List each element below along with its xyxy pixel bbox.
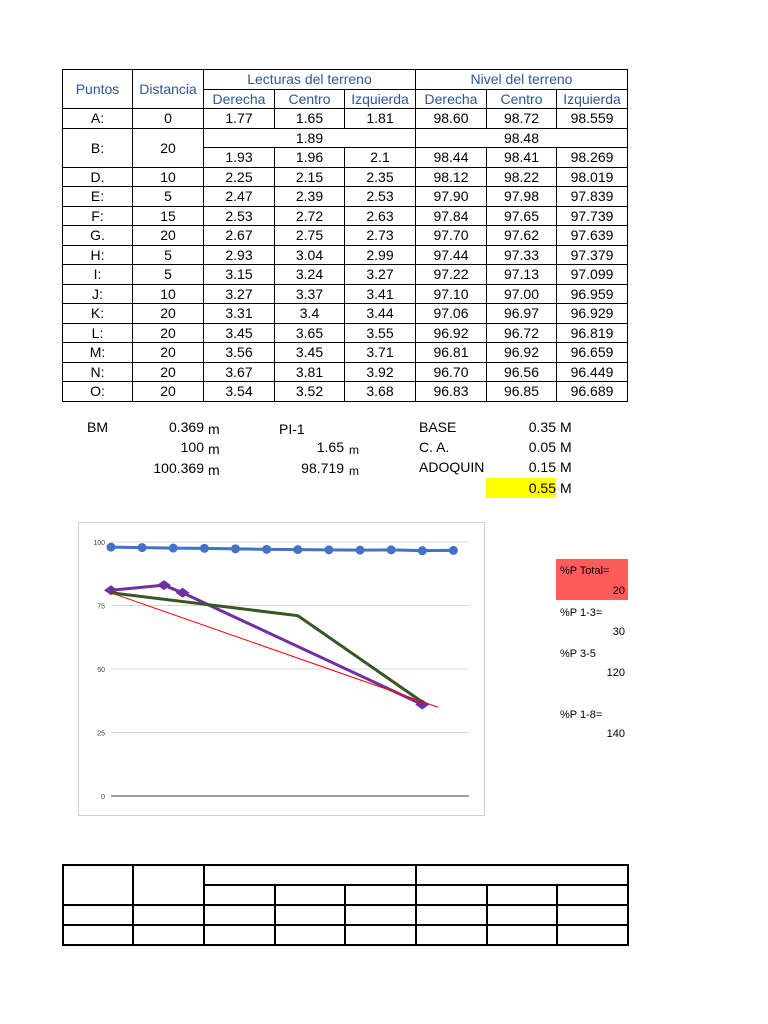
table-cell: 10 [133,167,204,187]
table-cell: 3.65 [275,323,345,343]
empty-cell [63,925,133,945]
table-cell: 96.959 [557,284,628,304]
table-cell: H: [63,245,133,265]
table-cell: 96.449 [557,362,628,382]
table-cell: 2.25 [204,167,275,187]
table-row [63,362,628,382]
table-cell: F: [63,206,133,226]
table-cell: D. [63,167,133,187]
empty-cell [133,905,204,925]
table-row [63,382,628,402]
empty-cell [345,885,416,905]
table-cell: 97.10 [416,284,487,304]
empty-cell [416,865,628,885]
table-cell: 97.90 [416,187,487,207]
subheader-centro: Centro [487,89,557,109]
empty-cell [416,885,487,905]
table-cell: E: [63,187,133,207]
table-cell: 20 [133,362,204,382]
unit-label: m [208,421,220,437]
table-row [63,323,628,343]
tick-label: 75 [97,603,105,611]
header-lecturas: Lecturas del terreno [204,70,416,90]
table-cell: K: [63,304,133,324]
empty-cell [487,925,557,945]
tick-label: 50 [97,667,105,674]
data-point [356,546,365,555]
empty-cell [204,925,275,945]
table-cell: 3.04 [275,245,345,265]
table-cell: J: [63,284,133,304]
table-row [63,206,628,226]
data-point [231,544,240,553]
survey-table [62,69,628,402]
table-cell: 96.92 [487,343,557,363]
table-cell: 96.83 [416,382,487,402]
table-cell: 1.77 [204,109,275,129]
subheader-izquierda: Izquierda [345,89,416,109]
table-cell: 98.559 [557,109,628,129]
empty-cell [345,905,416,925]
table-cell: 2.99 [345,245,416,265]
table-cell: 98.41 [487,148,557,168]
table-cell: 3.81 [275,362,345,382]
table-cell: 3.68 [345,382,416,402]
table-cell: 97.65 [487,206,557,226]
chart-svg [79,523,484,815]
table-cell: 98.44 [416,148,487,168]
header-nivel: Nivel del terreno [416,70,628,90]
layer-label: BASE [419,419,457,435]
table-row [63,187,628,207]
series-line [111,585,422,704]
empty-cell [275,905,345,925]
empty-cell [557,905,628,925]
table-cell: 3.27 [204,284,275,304]
table-cell: 1.93 [204,148,275,168]
empty-cell [63,865,133,905]
pi-value: 1.65 [316,439,344,455]
table-cell: I: [63,265,133,285]
table-cell: 96.92 [416,323,487,343]
table-cell: 2.73 [345,226,416,246]
table-cell: 15 [133,206,204,226]
table-cell: 98.60 [416,109,487,129]
table-cell: 3.45 [204,323,275,343]
empty-cell [204,865,416,885]
table-cell: 96.689 [557,382,628,402]
empty-cell [275,885,345,905]
table-cell: 1.65 [275,109,345,129]
slope-value: 30 [612,626,625,638]
table-cell: O: [63,382,133,402]
table-row [63,304,628,324]
layer-value: 0.35 [528,419,556,435]
table-cell: 3.67 [204,362,275,382]
bm-value: 0.369 [168,419,204,435]
subheader-izquierda: Izquierda [557,89,628,109]
table-cell: 97.739 [557,206,628,226]
pi-value: 98.719 [301,460,344,476]
table-cell: 5 [133,245,204,265]
table-row [63,265,628,285]
header-distancia: Distancia [133,70,204,109]
table-cell: 2.67 [204,226,275,246]
tick-label: 100 [93,540,105,547]
empty-cell [416,905,487,925]
slope-value: 120 [606,667,625,679]
table-cell: 20 [133,226,204,246]
table-cell: 3.4 [275,304,345,324]
table-cell: 3.56 [204,343,275,363]
table-cell: 1.81 [345,109,416,129]
unit-label: M [560,439,572,455]
table-cell: 20 [133,323,204,343]
table-cell: 2.53 [204,206,275,226]
table-row [63,128,628,148]
empty-cell [345,925,416,945]
table-cell: 3.15 [204,265,275,285]
table-cell: 2.72 [275,206,345,226]
table-cell: 98.019 [557,167,628,187]
table-row [63,343,628,363]
table-cell: 2.47 [204,187,275,207]
data-point [200,544,209,553]
table-cell: 97.62 [487,226,557,246]
unit-label: m [208,441,220,457]
table-cell: 2.63 [345,206,416,226]
table-cell: L: [63,323,133,343]
slope-total-value: 20 [612,585,625,597]
data-point [138,543,147,552]
table-cell: 2.53 [345,187,416,207]
layer-label: C. A. [419,439,450,455]
table-cell: 20 [133,304,204,324]
empty-table [62,864,629,946]
data-point [418,546,427,555]
empty-cell [133,925,204,945]
table-cell: 10 [133,284,204,304]
table-cell: 97.22 [416,265,487,285]
table-cell: 2.39 [275,187,345,207]
table-cell: 97.13 [487,265,557,285]
table-cell: 96.929 [557,304,628,324]
slope-total-label: %P Total= [560,565,610,577]
table-cell: 97.44 [416,245,487,265]
table-row [63,109,628,129]
table-cell: 97.00 [487,284,557,304]
table-cell: 2.75 [275,226,345,246]
table-cell: 96.81 [416,343,487,363]
table-cell: 97.84 [416,206,487,226]
empty-cell [275,925,345,945]
table-cell: 3.37 [275,284,345,304]
table-cell: 3.24 [275,265,345,285]
table-cell: 20 [133,382,204,402]
table-cell: 1.96 [275,148,345,168]
table-cell: 96.819 [557,323,628,343]
data-point [107,543,116,552]
layer-label: ADOQUIN [419,459,485,475]
subheader-derecha: Derecha [204,89,275,109]
table-cell: 96.72 [487,323,557,343]
data-point [387,545,396,554]
unit-label: m [349,443,359,457]
table-cell: 20 [133,128,204,167]
table-cell: 96.56 [487,362,557,382]
data-point [293,545,302,554]
table-cell: 97.839 [557,187,628,207]
bm-value: 100.369 [153,460,204,476]
table-row [63,245,628,265]
data-point [449,546,458,555]
bm-label: BM [87,419,108,435]
table-row [63,167,628,187]
chart-area [78,522,485,816]
empty-cell [204,905,275,925]
empty-cell [557,885,628,905]
data-point [324,545,333,554]
data-point [169,544,178,553]
empty-cell [63,905,133,925]
table-cell: 2.35 [345,167,416,187]
slope-label: %P 1-3= [560,607,603,619]
table-cell: A: [63,109,133,129]
table-cell: 3.71 [345,343,416,363]
series-line [111,593,438,707]
empty-cell [416,925,487,945]
table-cell: G. [63,226,133,246]
empty-cell [487,905,557,925]
table-cell: 98.12 [416,167,487,187]
table-row [63,226,628,246]
table-cell: M: [63,343,133,363]
table-cell: 5 [133,265,204,285]
table-cell: 3.92 [345,362,416,382]
slope-label: %P 1-8= [560,709,603,721]
table-cell: 3.52 [275,382,345,402]
table-cell: 3.41 [345,284,416,304]
bm-value: 100 [180,439,204,455]
table-cell: N: [63,362,133,382]
table-cell: 3.31 [204,304,275,324]
table-row [63,284,628,304]
slope-label: %P 3-5 [560,648,596,660]
empty-cell [557,925,628,945]
slope-value: 140 [606,728,625,740]
table-cell: 98.22 [487,167,557,187]
unit-label: m [208,462,220,478]
data-point [262,545,271,554]
table-cell: 2.1 [345,148,416,168]
table-cell: 98.72 [487,109,557,129]
table-cell: 97.099 [557,265,628,285]
series-line [111,547,453,551]
header-puntos: Puntos [63,70,133,109]
table-cell: 0 [133,109,204,129]
total-value: 0.55 [528,480,556,496]
table-cell: 96.85 [487,382,557,402]
table-cell: 98.269 [557,148,628,168]
layer-value: 0.15 [528,459,556,475]
table-cell: 5 [133,187,204,207]
pi-label: PI-1 [279,421,305,437]
layer-value: 0.05 [528,439,556,455]
table-cell: 97.06 [416,304,487,324]
unit-label: m [349,464,359,478]
empty-cell [133,865,204,905]
empty-cell [487,885,557,905]
table-cell: 3.45 [275,343,345,363]
table-cell: 98.48 [416,128,628,148]
unit-label: M [560,459,572,475]
table-cell: 2.93 [204,245,275,265]
table-cell: 3.55 [345,323,416,343]
tick-label: 0 [101,794,105,801]
table-cell: 1.89 [204,128,416,148]
table-cell: 97.639 [557,226,628,246]
table-cell: 97.379 [557,245,628,265]
tick-label: 25 [97,730,105,738]
table-cell: 3.54 [204,382,275,402]
table-cell: 96.659 [557,343,628,363]
table-cell: 3.44 [345,304,416,324]
unit-label: M [560,480,572,496]
unit-label: M [560,419,572,435]
empty-cell [204,885,275,905]
subheader-derecha: Derecha [416,89,487,109]
table-cell: 96.70 [416,362,487,382]
table-cell: 97.98 [487,187,557,207]
subheader-centro: Centro [275,89,345,109]
table-cell: 97.70 [416,226,487,246]
table-cell: 96.97 [487,304,557,324]
table-cell: 2.15 [275,167,345,187]
table-cell: 3.27 [345,265,416,285]
table-cell: B: [63,128,133,167]
table-cell: 20 [133,343,204,363]
table-cell: 97.33 [487,245,557,265]
